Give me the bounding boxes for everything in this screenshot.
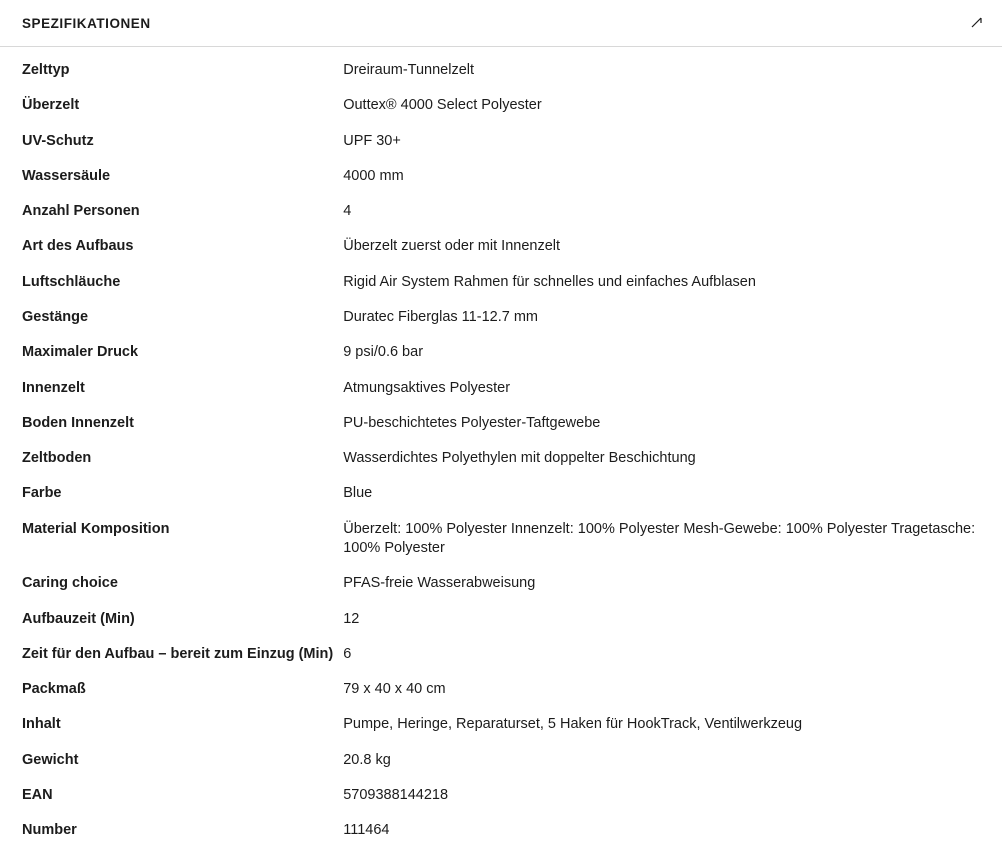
page-title: SPEZIFIKATIONEN	[22, 15, 151, 31]
table-row	[0, 520, 1002, 575]
table-row	[0, 449, 1002, 484]
spec-value: Blue	[343, 485, 373, 502]
spec-value: Überzelt zuerst oder mit Innenzelt	[343, 238, 561, 255]
spec-label: Number	[22, 822, 77, 839]
spec-value: 5709388144218	[343, 786, 449, 803]
table-row	[0, 96, 1002, 131]
table-row	[0, 132, 1002, 167]
table-row	[0, 645, 1002, 680]
spec-label: Anzahl Personen	[22, 203, 140, 220]
spec-label: Inhalt	[22, 716, 61, 733]
spec-value: 20.8 kg	[343, 751, 391, 768]
spec-label: Caring choice	[22, 575, 118, 592]
spec-label: Gewicht	[22, 751, 79, 768]
table-row	[0, 237, 1002, 272]
spec-value: 4000 mm	[343, 167, 404, 184]
collapse-chevron-icon[interactable]	[966, 12, 988, 34]
table-row	[0, 821, 1002, 856]
spec-label: EAN	[22, 786, 53, 803]
spec-label: Wassersäule	[22, 167, 111, 184]
table-row	[0, 680, 1002, 715]
table-row	[0, 379, 1002, 414]
spec-value: Überzelt: 100% Polyester Innenzelt: 100% Polyester Mesh-Gewebe: 100% Polyester Tragetasche: 100% Polyester	[343, 520, 976, 556]
spec-label: Art des Aufbaus	[22, 238, 134, 255]
spec-label: Packmaß	[22, 681, 86, 698]
spec-label: Zeit für den Aufbau – bereit zum Einzug (Min)	[22, 645, 334, 662]
table-row	[0, 786, 1002, 821]
table-row	[0, 167, 1002, 202]
spec-value: Wasserdichtes Polyethylen mit doppelter Beschichtung	[343, 450, 696, 467]
spec-label: Gestänge	[22, 308, 89, 325]
table-row	[0, 751, 1002, 786]
spec-label: UV-Schutz	[22, 132, 94, 149]
table-row	[0, 414, 1002, 449]
spec-value: PU-beschichtetes Polyester-Taftgewebe	[343, 414, 601, 431]
spec-label: Zeltboden	[22, 450, 92, 467]
table-row	[0, 574, 1002, 609]
spec-value: Outtex® 4000 Select Polyester	[343, 97, 542, 114]
table-row	[0, 273, 1002, 308]
spec-value: UPF 30+	[343, 132, 401, 149]
spec-value: 111464	[343, 822, 390, 839]
table-row	[0, 484, 1002, 519]
spec-value: Atmungsaktives Polyester	[343, 379, 511, 396]
spec-label: Maximaler Druck	[22, 344, 139, 361]
table-row	[0, 308, 1002, 343]
spec-value: PFAS-freie Wasserabweisung	[343, 575, 536, 592]
spec-value: 6	[343, 645, 352, 662]
specifications-table	[0, 61, 1002, 856]
spec-value: 4	[343, 203, 352, 220]
specifications-header[interactable]	[0, 0, 1002, 47]
spec-label: Material Komposition	[22, 520, 170, 537]
spec-value: 79 x 40 x 40 cm	[343, 681, 446, 698]
spec-label: Farbe	[22, 485, 62, 502]
table-row	[0, 610, 1002, 645]
spec-value: 12	[343, 610, 360, 627]
spec-label: Boden Innenzelt	[22, 414, 134, 431]
spec-value: Dreiraum-Tunnelzelt	[343, 62, 475, 78]
spec-value: Pumpe, Heringe, Reparaturset, 5 Haken für HookTrack, Ventilwerkzeug	[343, 716, 803, 733]
table-row	[0, 343, 1002, 378]
spec-label: Luftschläuche	[22, 273, 121, 290]
table-row	[0, 715, 1002, 750]
spec-label: Zelttyp	[22, 62, 70, 78]
spec-label: Aufbauzeit (Min)	[22, 610, 135, 627]
spec-value: 9 psi/0.6 bar	[343, 344, 424, 361]
spec-label: Überzelt	[22, 97, 80, 114]
table-row	[0, 202, 1002, 237]
table-row	[0, 61, 1002, 96]
spec-label: Innenzelt	[22, 379, 85, 396]
spec-value: Duratec Fiberglas 11-12.7 mm	[343, 308, 538, 325]
spec-value: Rigid Air System Rahmen für schnelles und einfaches Aufblasen	[343, 273, 756, 290]
